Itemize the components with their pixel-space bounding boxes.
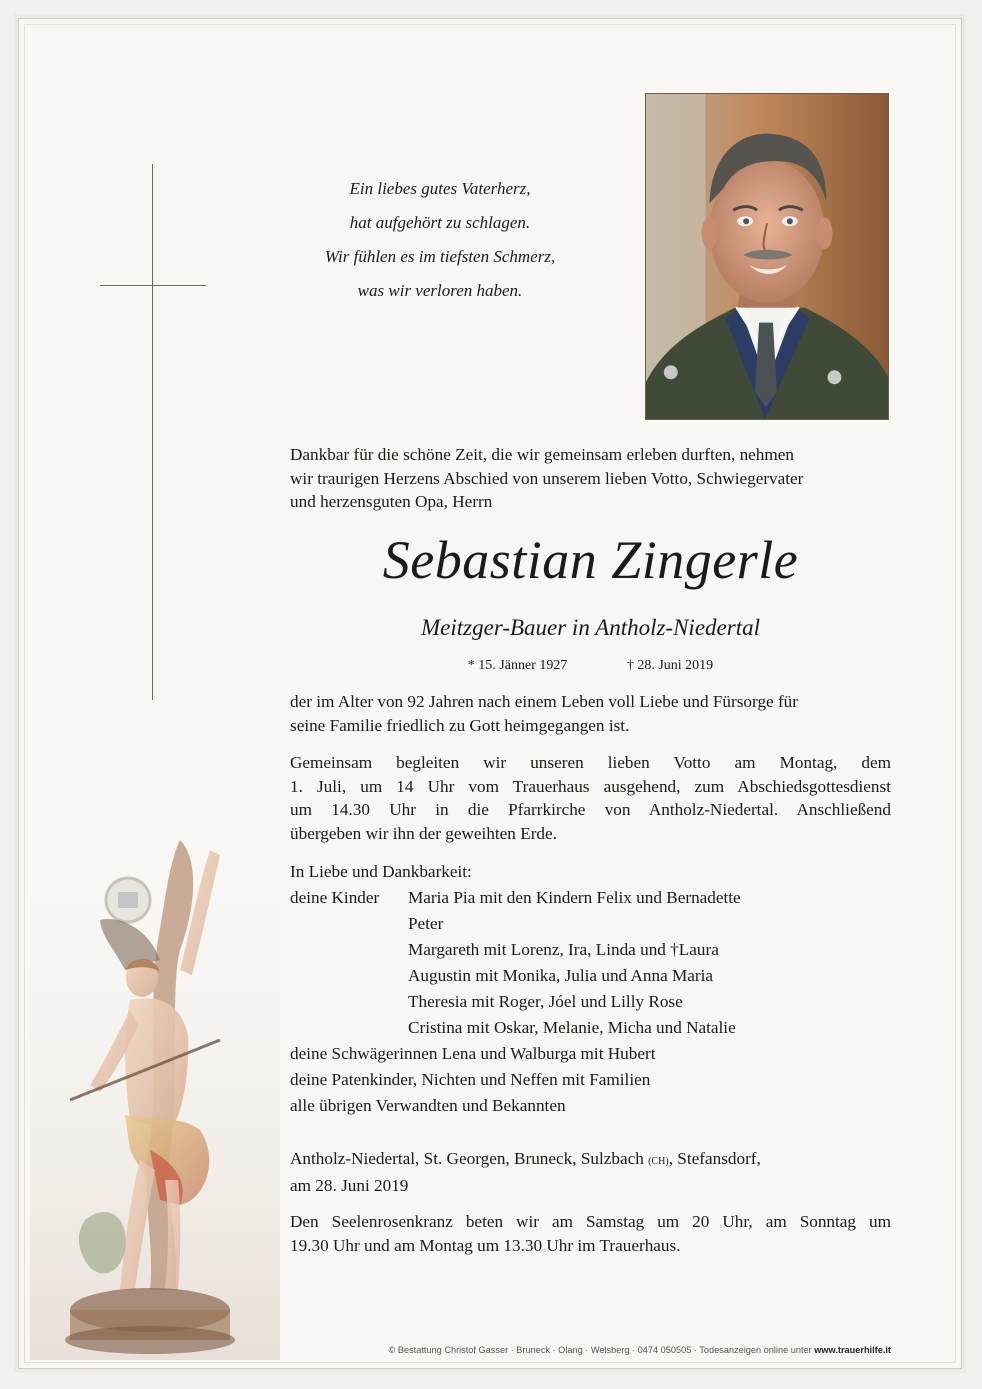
deceased-name: Sebastian Zingerle [382, 530, 799, 590]
intro-line: und herzensguten Opa, Herrn [290, 492, 493, 512]
places-text: Antholz-Niedertal, St. Georgen, Bruneck, Sulzbach [290, 1149, 644, 1168]
deceased-subtitle: Meitzger-Bauer in Antholz-Niedertal [421, 615, 760, 640]
children-names [408, 885, 741, 1041]
child-entry: Augustin mit Monika, Julia und Anna Maria [408, 966, 714, 985]
age-paragraph [290, 690, 891, 737]
poem-line: Wir fühlen es im tiefsten Schmerz, [324, 247, 556, 266]
places-text-end: , Stefansdorf, [668, 1149, 761, 1168]
date-line: am 28. Juni 2019 [290, 1175, 409, 1195]
age-line: seine Familie friedlich zu Gott heimgegangen ist. [290, 715, 630, 735]
family-heading: In Liebe und Dankbarkeit: [290, 862, 472, 881]
funeral-paragraph [290, 751, 891, 845]
footer-website-link[interactable]: www.trauerhilfe.it [814, 1345, 891, 1355]
rosary-line: 19.30 Uhr und am Montag um 13.30 Uhr im Trauerhaus. [290, 1235, 681, 1255]
age-line: der im Alter von 92 Jahren nach einem Leben voll Liebe und Fürsorge für [290, 692, 799, 711]
funeral-line: um 14.30 Uhr in die Pfarrkirche von Antholz-Niedertal. Anschließend [290, 800, 891, 820]
footer [240, 1345, 891, 1355]
child-entry: Margareth mit Lorenz, Ira, Linda und †Laura [408, 940, 719, 959]
funeral-line: übergeben wir ihn der geweihten Erde. [290, 823, 557, 843]
intro-line: Dankbar für die schöne Zeit, die wir gemeinsam erleben durften, nehmen [290, 445, 794, 464]
intro-line: wir traurigen Herzens Abschied von unserem lieben Votto, Schwiegervater [290, 468, 804, 488]
rosary-paragraph [290, 1210, 891, 1257]
footer-text: © Bestattung Christof Gasser · Bruneck · Olang · Welsberg · 0474 050505 · Todesanzeigen online unter [388, 1345, 812, 1355]
poem [290, 172, 590, 308]
intro-paragraph [290, 443, 891, 514]
funeral-line: Gemeinsam begleiten wir unseren lieben Votto am Montag, dem [290, 753, 891, 772]
saint-sebastian-statue-image [30, 820, 280, 1360]
death-date: † 28. Juni 2019 [626, 658, 714, 673]
relatives-line: alle übrigen Verwandten und Bekannten [290, 1096, 566, 1115]
children-block [290, 885, 891, 1041]
child-entry: Cristina mit Oskar, Melanie, Micha und Natalie [408, 1018, 736, 1037]
child-entry: Maria Pia mit den Kindern Felix und Bernadette [408, 888, 741, 907]
poem-line: was wir verloren haben. [357, 281, 523, 300]
children-label: deine Kinder [290, 888, 380, 907]
cross-vertical-line [152, 164, 153, 700]
portrait-photo [645, 93, 889, 420]
poem-line: Ein liebes gutes Vaterherz, [349, 179, 531, 198]
family-list [290, 859, 891, 1119]
places-line [290, 1147, 891, 1174]
places-paragraph [290, 1147, 891, 1197]
cross-horizontal-line [100, 285, 206, 286]
life-dates [290, 656, 891, 676]
sisters-in-law-line: deine Schwägerinnen Lena und Walburga mit Hubert [290, 1044, 656, 1063]
birth-date: * 15. Jänner 1927 [467, 658, 568, 673]
rosary-line: Den Seelenrosenkranz beten wir am Samstag um 20 Uhr, am Sonntag um [290, 1212, 891, 1231]
funeral-line: 1. Juli, um 14 Uhr vom Trauerhaus ausgehend, zum Abschiedsgottesdienst [290, 776, 891, 796]
poem-line: hat aufgehört zu schlagen. [349, 213, 531, 232]
godchildren-line: deine Patenkinder, Nichten und Neffen mit Familien [290, 1070, 651, 1089]
child-entry: Theresia mit Roger, Jóel und Lilly Rose [408, 992, 683, 1011]
child-entry: Peter [408, 914, 444, 933]
country-code: (CH) [648, 1156, 669, 1167]
